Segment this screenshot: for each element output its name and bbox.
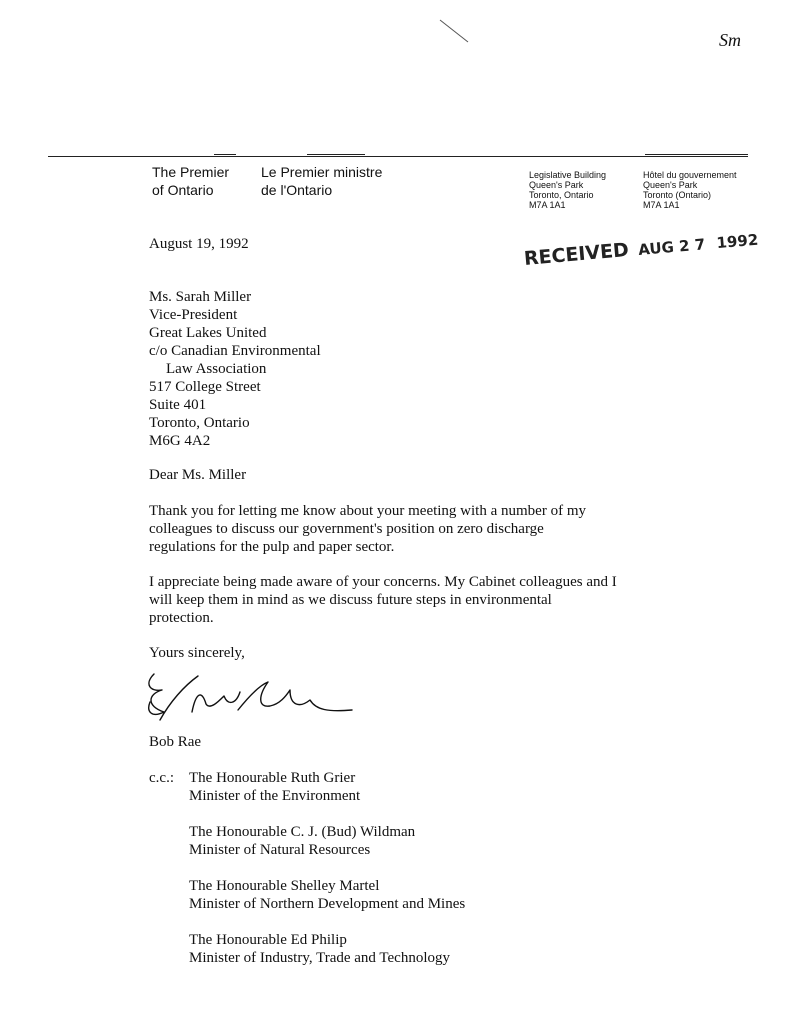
stamp-label: RECEIVED: [523, 238, 630, 270]
closing: Yours sincerely,: [149, 645, 245, 661]
address-line: Great Lakes United: [149, 325, 267, 341]
cc-entry: The Honourable Ed Philip Minister of Industry, Trade and Technology: [189, 932, 451, 966]
scan-mark: [438, 18, 478, 48]
handwritten-initials: Sm: [719, 30, 741, 50]
address-french: Hôtel du gouvernement Queen's Park Toronto (Ontario) M7A 1A1: [643, 170, 737, 210]
stamp-year: 1992: [715, 230, 759, 253]
rule-tick: [214, 154, 236, 155]
cc-entry: The Honourable C. J. (Bud) Wildman Minister of Natural Resources: [189, 824, 416, 858]
address-line: Law Association: [166, 361, 267, 377]
body-paragraph: Thank you for letting me know about your meeting with a number of my colleagues to discuss our government's position on zero discharge regulations for the pulp and paper sector.: [149, 503, 586, 555]
stamp-date: AUG 2 7: [637, 235, 706, 260]
letterhead-french: Le Premier ministre de l'Ontario: [261, 164, 383, 198]
salutation: Dear Ms. Miller: [149, 467, 247, 483]
letterhead-rule: [48, 156, 748, 157]
address-line: Vice-President: [149, 307, 238, 323]
rule-tick: [645, 154, 748, 155]
body-paragraph: I appreciate being made aware of your concerns. My Cabinet colleagues and I will keep them in mind as we discuss future steps in environmental protection.: [149, 574, 617, 626]
address-line: Suite 401: [149, 397, 207, 413]
cc-entry: The Honourable Ruth Grier Minister of the Environment: [189, 770, 361, 804]
address-line: Ms. Sarah Miller: [149, 289, 252, 305]
recipient-address: [149, 288, 321, 450]
cc-label: c.c.:: [149, 770, 174, 786]
signer-name: Bob Rae: [149, 734, 202, 750]
letterhead-english: The Premier of Ontario: [152, 164, 230, 198]
address-line: Toronto, Ontario: [149, 415, 250, 431]
address-line: M6G 4A2: [149, 433, 211, 449]
rule-tick: [307, 154, 365, 155]
cc-entry: The Honourable Shelley Martel Minister of Northern Development and Mines: [189, 878, 466, 912]
address-line: c/o Canadian Environmental: [149, 343, 321, 359]
letter-date: August 19, 1992: [149, 236, 249, 252]
received-stamp: [523, 228, 759, 270]
cc-list: [189, 769, 465, 967]
signature: [140, 662, 370, 732]
address-line: 517 College Street: [149, 379, 261, 395]
address-english: Legislative Building Queen's Park Toronto, Ontario M7A 1A1: [529, 170, 607, 210]
